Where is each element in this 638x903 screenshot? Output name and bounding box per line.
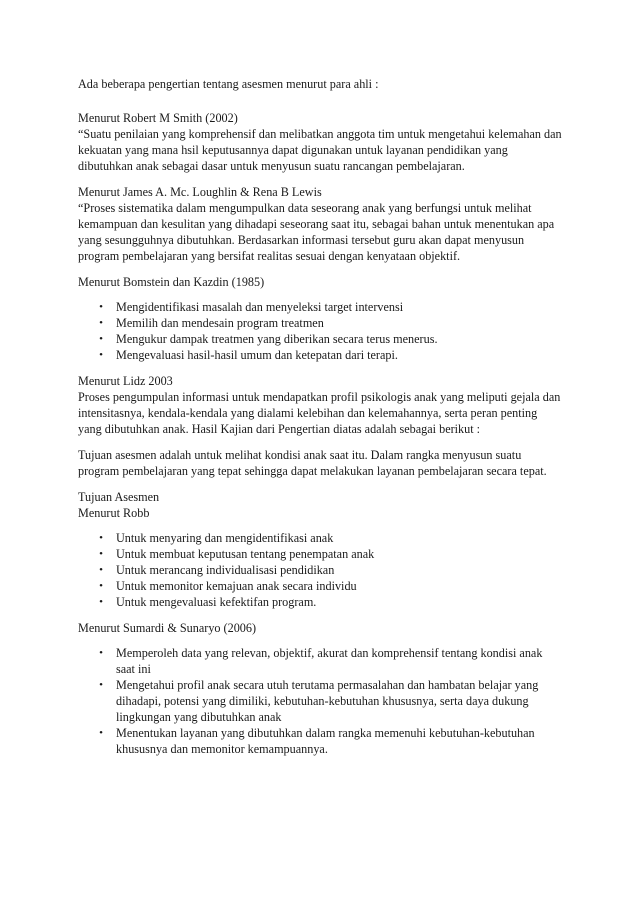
section-text: “Proses sistematika dalam mengumpulkan data seseorang anak yang berfungsi untuk melihat kemampuan dan kesulitan yang dihadapi seseorang saat itu, sebagai bahan untuk menentukan apa yang sesungguhnya dibutuhkan. Berdasarkan informasi tersebut guru akan dapat menyusun program pembelajaran yang bersifat realitas sesuai dengan kenyataan objektif.: [78, 201, 555, 263]
bullet-list: [78, 299, 562, 363]
tujuan-heading: Tujuan Asesmen: [78, 490, 160, 504]
bullet-icon: •: [99, 679, 103, 691]
list-item: • Untuk menyaring dan mengidentifikasi anak: [116, 530, 562, 546]
list-item: • Untuk memonitor kemajuan anak secara individu: [116, 578, 562, 594]
bullet-icon: •: [99, 727, 103, 739]
bullet-icon: •: [99, 564, 103, 576]
section-robb: [78, 489, 562, 610]
section-text: Proses pengumpulan informasi untuk mendapatkan profil psikologis anak yang meliputi gejala dan intensitasnya, kendala-kendala yang dialami kelebihan dan kelemahannya, serta peran penting yang dibutuhkan anak. Hasil Kajian dari Pengertian diatas adalah sebagai berikut :: [78, 390, 561, 436]
section-heading: Menurut Robert M Smith (2002): [78, 111, 238, 125]
list-item: • Mengidentifikasi masalah dan menyeleksi target intervensi: [116, 299, 562, 315]
section-bomstein-kazdin: [78, 274, 562, 363]
bullet-icon: •: [99, 349, 103, 361]
bullet-list: [78, 645, 562, 757]
section-sumardi-sunaryo: [78, 620, 562, 757]
list-item: • Untuk merancang individualisasi pendidikan: [116, 562, 562, 578]
document-body: [78, 76, 562, 767]
bullet-icon: •: [99, 647, 103, 659]
list-item: • Untuk membuat keputusan tentang penempatan anak: [116, 546, 562, 562]
bullet-list: [78, 530, 562, 610]
section-lidz: [78, 373, 562, 437]
tujuan-paragraph: Tujuan asesmen adalah untuk melihat kondisi anak saat itu. Dalam rangka menyusun suatu program pembelajaran yang tepat sehingga dapat melakukan layanan pembelajaran secara tepat.: [78, 448, 547, 478]
intro-text: Ada beberapa pengertian tentang asesmen menurut para ahli :: [78, 77, 379, 91]
list-item: • Mengetahui profil anak secara utuh terutama permasalahan dan hambatan belajar yang dihadapi, potensi yang dimiliki, kebutuhan-kebutuhan khususnya, serta daya dukung lingkungan yang dibutuhkan anak: [116, 677, 562, 725]
list-item: • Memilih dan mendesain program treatmen: [116, 315, 562, 331]
section-heading: Menurut Bomstein dan Kazdin (1985): [78, 275, 265, 289]
bullet-icon: •: [99, 580, 103, 592]
list-item: • Untuk mengevaluasi kefektifan program.: [116, 594, 562, 610]
section-heading: Menurut James A. Mc. Loughlin & Rena B Lewis: [78, 185, 322, 199]
section-heading: Menurut Sumardi & Sunaryo (2006): [78, 621, 257, 635]
list-item: • Mengukur dampak treatmen yang diberikan secara terus menerus.: [116, 331, 562, 347]
bullet-icon: •: [99, 548, 103, 560]
bullet-icon: •: [99, 532, 103, 544]
section-heading: Menurut Lidz 2003: [78, 374, 173, 388]
bullet-icon: •: [99, 317, 103, 329]
list-item: • Mengevaluasi hasil-hasil umum dan ketepatan dari terapi.: [116, 347, 562, 363]
bullet-icon: •: [99, 301, 103, 313]
section-text: “Suatu penilaian yang komprehensif dan melibatkan anggota tim untuk mengetahui kelemahan dan kekuatan yang mana hsil keputusannya dapat digunakan untuk layanan pendidikan yang dibutuhkan anak sebagai dasar untuk menyusun suatu rancangan pembelajaran.: [78, 127, 562, 173]
bullet-icon: •: [99, 333, 103, 345]
section-smith: [78, 110, 562, 174]
section-mcloughlin-lewis: [78, 184, 562, 264]
list-item: • Memperoleh data yang relevan, objektif, akurat dan komprehensif tentang kondisi anak saat ini: [116, 645, 562, 677]
bullet-icon: •: [99, 596, 103, 608]
list-item: • Menentukan layanan yang dibutuhkan dalam rangka memenuhi kebutuhan-kebutuhan khususnya dan memonitor kemampuannya.: [116, 725, 562, 757]
section-heading: Menurut Robb: [78, 506, 150, 520]
